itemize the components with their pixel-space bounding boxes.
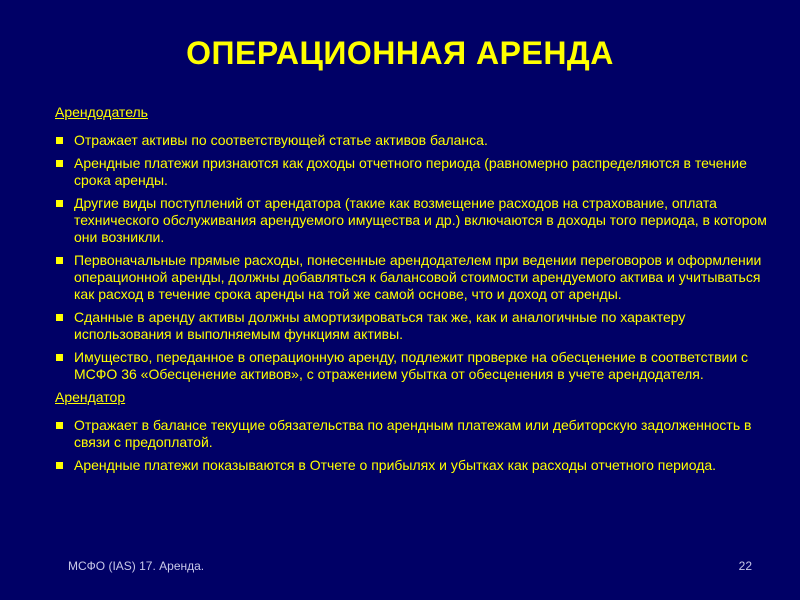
bullet-text: Первоначальные прямые расходы, понесенные арендодателем при ведении переговоров и оформлении операционной аренды, должны добавляться к балансовой стоимости арендуемого актива и учитываться как расход в течение срока аренды на той же самой основе, что и доход от аренды. [74, 252, 762, 302]
lessor-bullet-item [55, 349, 775, 383]
lessee-heading: Арендатор [55, 389, 126, 405]
bullet-text: Другие виды поступлений от арендатора (такие как возмещение расходов на страхование, оплата технического обслуживания арендуемого имущества и др.) включаются в доходы того периода, в котором они возникли. [74, 195, 767, 245]
square-bullet-icon [56, 257, 63, 264]
bullet-text: Отражает в балансе текущие обязательства по арендным платежам или дебиторскую задолженность в связи с предоплатой. [74, 417, 752, 450]
slide-title: ОПЕРАЦИОННАЯ АРЕНДА [186, 35, 614, 71]
slide-content [55, 104, 775, 480]
lessor-bullet-item [55, 132, 775, 149]
square-bullet-icon [56, 200, 63, 207]
slide-number: 22 [738, 559, 752, 573]
bullet-text: Сданные в аренду активы должны амортизироваться так же, как и аналогичные по характеру использования и выполняемым функциям активы. [74, 309, 686, 342]
square-bullet-icon [56, 422, 63, 429]
bullet-text: Имущество, переданное в операционную аренду, подлежит проверке на обесценение в соответствии с МСФО 36 «Обесценение активов», с отражением убытка от обесценения в учете арендодателя. [74, 349, 749, 382]
lessee-bullet-item [55, 417, 775, 451]
lessee-bullet-list [55, 417, 775, 474]
lessee-bullet-item [55, 457, 775, 474]
square-bullet-icon [56, 314, 63, 321]
square-bullet-icon [56, 160, 63, 167]
lessor-bullet-item [55, 252, 775, 303]
square-bullet-icon [56, 354, 63, 361]
footer-source: МСФО (IAS) 17. Аренда. [68, 559, 205, 573]
bullet-text: Отражает активы по соответствующей статье активов баланса. [74, 132, 488, 148]
bullet-text: Арендные платежи показываются в Отчете о прибылях и убытках как расходы отчетного периода. [74, 457, 717, 473]
lessor-heading: Арендодатель [55, 104, 148, 120]
lessor-bullet-item [55, 195, 775, 246]
square-bullet-icon [56, 137, 63, 144]
bullet-text: Арендные платежи признаются как доходы отчетного периода (равномерно распределяются в течение срока аренды. [74, 155, 747, 188]
lessor-bullet-item [55, 309, 775, 343]
lessor-bullet-list [55, 132, 775, 383]
square-bullet-icon [56, 462, 63, 469]
lessor-bullet-item [55, 155, 775, 189]
